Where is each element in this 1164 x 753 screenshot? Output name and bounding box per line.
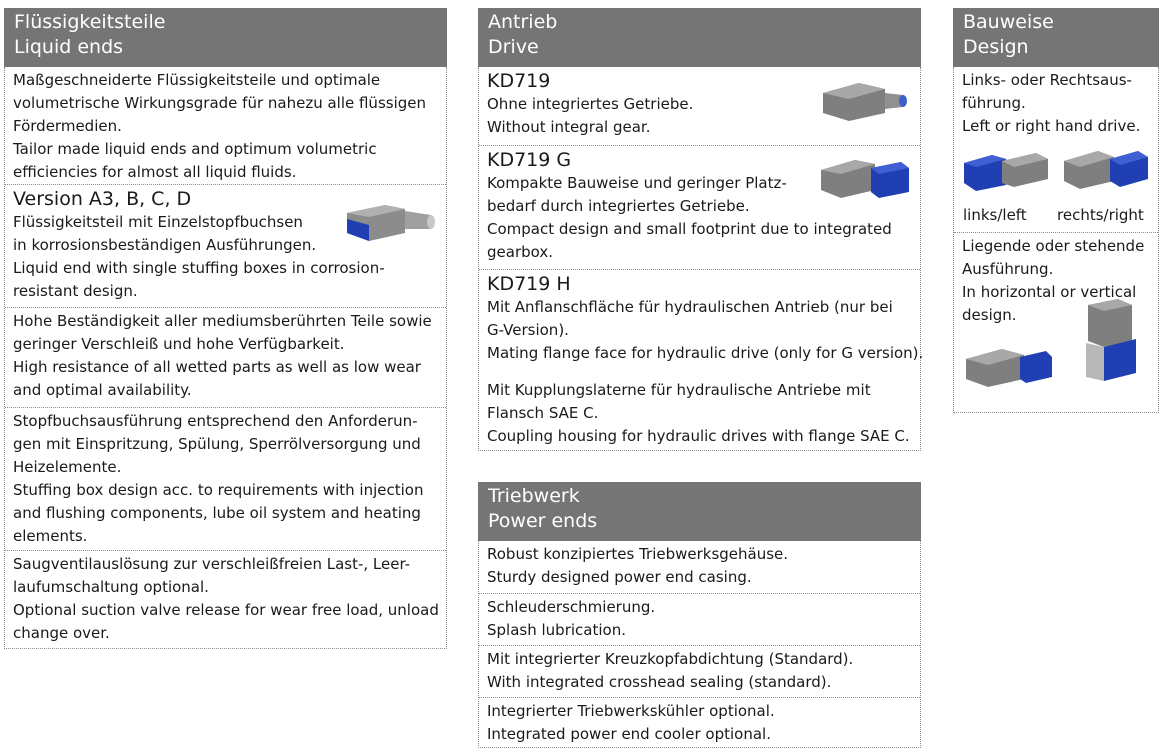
text-line: Tailor made liquid ends and optimum volumetric xyxy=(13,140,377,158)
header-en: Drive xyxy=(488,36,539,58)
liquid-ends-header xyxy=(4,8,447,67)
text-line: High resistance of all wetted parts as well as low wear xyxy=(13,358,421,376)
drive-header xyxy=(478,8,921,67)
text-line: In horizontal or vertical xyxy=(962,283,1137,301)
text-line: Liquid end with single stuffing boxes in corrosion- xyxy=(13,259,385,277)
text-line: bedarf durch integriertes Getriebe. xyxy=(487,197,750,215)
kd719-image xyxy=(819,77,911,125)
text-line: Compact design and small footprint due to integrated xyxy=(487,220,892,238)
caption-left: links/left xyxy=(963,206,1027,224)
model-title: KD719 xyxy=(487,70,551,92)
list-item xyxy=(5,184,446,307)
text-line: Mit Kupplungslaterne für hydraulische Antriebe mit xyxy=(487,381,871,399)
text-line: Schleuderschmierung. xyxy=(487,598,656,616)
power-ends-header xyxy=(478,482,921,541)
text-line: design. xyxy=(962,306,1017,324)
drive-list xyxy=(478,67,924,451)
caption-right: rechts/right xyxy=(1057,206,1144,224)
horizontal-design-image xyxy=(964,343,1054,387)
text-line: Flüssigkeitsteil mit Einzelstopfbuchsen xyxy=(13,213,303,231)
text-line: Robust konzipiertes Triebwerksgehäuse. xyxy=(487,545,789,563)
right-hand-drive-image xyxy=(1062,147,1150,191)
model-title: KD719 H xyxy=(487,273,571,295)
spacer xyxy=(487,365,912,379)
text-line: With integrated crosshead sealing (standard). xyxy=(487,673,832,691)
design-list xyxy=(953,67,1159,413)
power-ends-list xyxy=(478,541,921,748)
drive-panel xyxy=(478,8,924,451)
power-ends-panel xyxy=(478,482,921,748)
text-line: Saugventilauslösung zur verschleißfreien Last-, Leer- xyxy=(13,555,411,573)
left-hand-drive-image xyxy=(962,149,1050,193)
text-line: G-Version). xyxy=(487,321,569,339)
list-item xyxy=(5,67,446,184)
header-de: Bauweise xyxy=(963,11,1054,33)
text-line: Ohne integriertes Getriebe. xyxy=(487,95,694,113)
text-line: and flushing components, lube oil system and heating xyxy=(13,504,421,522)
design-header xyxy=(953,8,1159,67)
list-item xyxy=(5,550,446,648)
text-line: Fördermedien. xyxy=(13,117,122,135)
text-line: Hohe Beständigkeit aller mediumsberührten Teile sowie xyxy=(13,312,432,330)
liquid-end-image xyxy=(345,199,437,247)
text-line: Mating flange face for hydraulic drive (only for G version). xyxy=(487,344,924,362)
text-line: Integrated power end cooler optional. xyxy=(487,725,771,743)
version-title: Version A3, B, C, D xyxy=(13,188,192,210)
list-item xyxy=(479,593,920,645)
text-line: efficiencies for almost all liquid fluids. xyxy=(13,163,297,181)
vertical-design-image xyxy=(1082,297,1140,389)
text-line: Without integral gear. xyxy=(487,118,651,136)
liquid-ends-list xyxy=(4,67,447,649)
model-kd719 xyxy=(479,67,920,145)
text-line: in korrosionsbeständigen Ausführungen. xyxy=(13,236,317,254)
text-line: Splash lubrication. xyxy=(487,621,626,639)
header-en: Liquid ends xyxy=(14,36,124,58)
text-line: Left or right hand drive. xyxy=(962,117,1141,135)
kd719g-image xyxy=(819,156,911,200)
header-de: Antrieb xyxy=(488,11,558,33)
list-item xyxy=(479,645,920,697)
text-line: Ausführung. xyxy=(962,260,1054,278)
text-line: laufumschaltung optional. xyxy=(13,578,209,596)
text-line: gen mit Einspritzung, Spülung, Sperrölversorgung und xyxy=(13,435,421,453)
model-kd719h xyxy=(479,269,924,450)
text-line: Flansch SAE C. xyxy=(487,404,599,422)
model-title: KD719 G xyxy=(487,149,572,171)
text-line: Liegende oder stehende xyxy=(962,237,1145,255)
text-line: Kompakte Bauweise und geringer Platz- xyxy=(487,174,787,192)
text-line: resistant design. xyxy=(13,282,138,300)
text-line: Links- oder Rechtsaus- xyxy=(962,71,1132,89)
list-item xyxy=(5,407,446,550)
text-line: and optimal availability. xyxy=(13,381,192,399)
header-en: Power ends xyxy=(488,510,598,532)
text-line: change over. xyxy=(13,624,110,642)
model-kd719g xyxy=(479,145,920,269)
design-panel xyxy=(953,8,1159,413)
text-line: geringer Verschleiß und hohe Verfügbarkeit. xyxy=(13,335,345,353)
text-line: elements. xyxy=(13,527,88,545)
header-en: Design xyxy=(963,36,1029,58)
text-line: Stopfbuchsausführung entsprechend den Anforderun- xyxy=(13,412,418,430)
header-de: Flüssigkeitsteile xyxy=(14,11,166,33)
text-line: Coupling housing for hydraulic drives with flange SAE C. xyxy=(487,427,910,445)
text-line: gearbox. xyxy=(487,243,553,261)
header-de: Triebwerk xyxy=(488,485,580,507)
text-line: Heizelemente. xyxy=(13,458,122,476)
text-line: Optional suction valve release for wear free load, unload xyxy=(13,601,439,619)
text-line: Sturdy designed power end casing. xyxy=(487,568,752,586)
text-line: Mit Anflanschfläche für hydraulischen Antrieb (nur bei xyxy=(487,298,893,316)
list-item xyxy=(479,541,920,593)
text-line: Mit integrierter Kreuzkopfabdichtung (Standard). xyxy=(487,650,854,668)
handedness-item xyxy=(954,67,1158,232)
orientation-item xyxy=(954,232,1158,412)
text-line: Maßgeschneiderte Flüssigkeitsteile und optimale xyxy=(13,71,381,89)
liquid-ends-panel xyxy=(4,8,447,649)
text-line: Stuffing box design acc. to requirements with injection xyxy=(13,481,424,499)
text-line: volumetrische Wirkungsgrade für nahezu alle flüssigen xyxy=(13,94,426,112)
list-item xyxy=(5,307,446,407)
text-line: führung. xyxy=(962,94,1026,112)
text-line: Integrierter Triebwerkskühler optional. xyxy=(487,702,775,720)
list-item xyxy=(479,697,920,747)
